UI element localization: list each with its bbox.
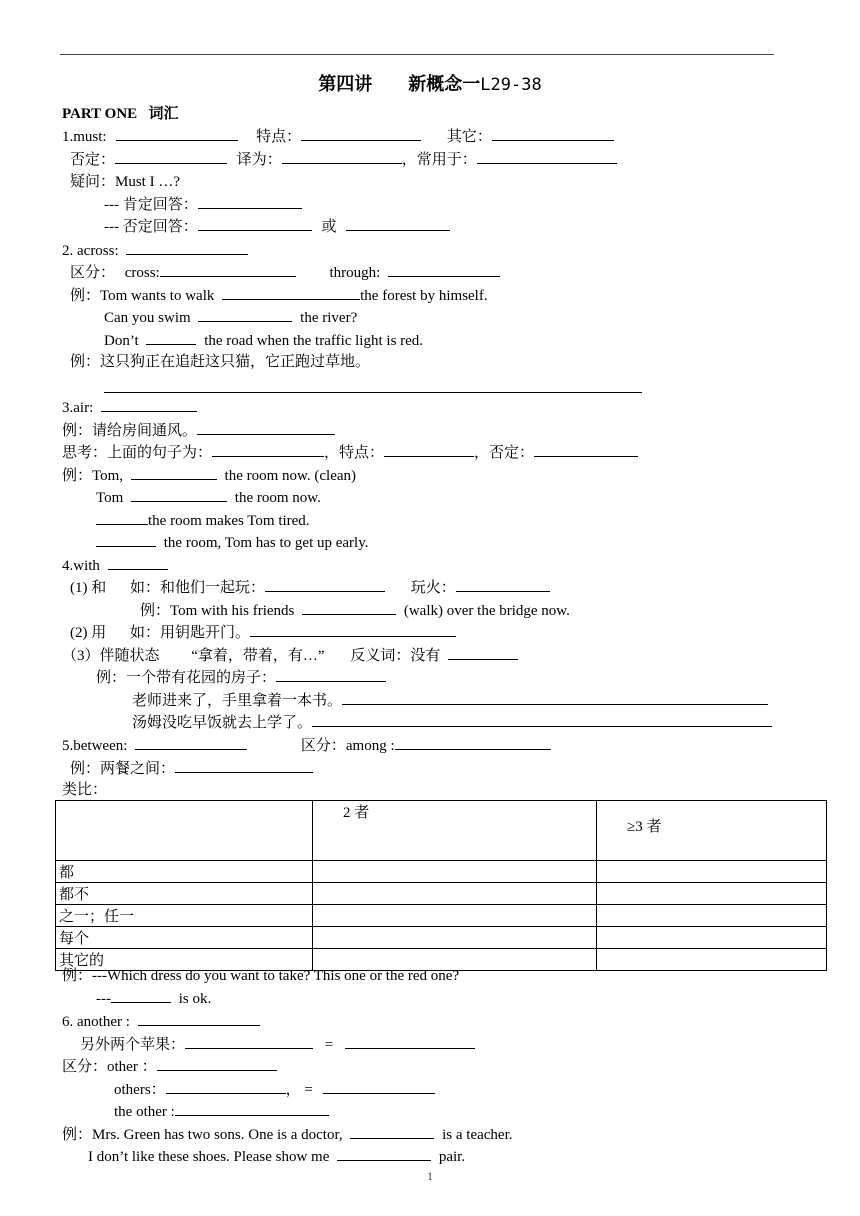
blank[interactable] [146, 330, 196, 345]
blank[interactable] [456, 577, 550, 592]
s1-used: ，常用于： [401, 152, 477, 168]
blank[interactable] [166, 1079, 286, 1094]
s4-m3ex1 [96, 667, 386, 688]
table-cell[interactable] [597, 883, 827, 905]
s5-ex-a2: is ok. [178, 991, 212, 1007]
s1-trans: 译为： [236, 152, 282, 168]
s2-label: 2. across: [62, 243, 119, 259]
blank[interactable] [477, 149, 617, 164]
blank[interactable] [395, 735, 551, 750]
blank[interactable] [131, 487, 227, 502]
table-row [56, 905, 827, 927]
blank[interactable] [96, 510, 148, 525]
blank[interactable] [138, 1011, 260, 1026]
blank[interactable] [111, 988, 171, 1003]
blank[interactable] [175, 758, 313, 773]
s5-diff: 区分：among : [300, 738, 395, 754]
s2-ex3b: the road when the traffic light is red. [204, 333, 424, 349]
s2-ex1b: the forest by himself. [360, 288, 488, 304]
table-cell[interactable] [313, 905, 597, 927]
blank[interactable] [301, 126, 421, 141]
s5-analogy: 类比： [62, 782, 108, 798]
s2-ex1 [70, 285, 488, 306]
s1-other: 其它： [446, 129, 492, 145]
blank[interactable] [384, 442, 474, 457]
s4-m3ex2 [132, 690, 768, 711]
s4-m2 [70, 622, 456, 643]
s6-eq: = [324, 1037, 334, 1053]
page-number: 1 [427, 1169, 433, 1183]
s2-ex2b: the river? [300, 310, 358, 326]
blank[interactable] [115, 149, 227, 164]
s6-ex1a: 例：Mrs. Green has two sons. One is a doctor, [62, 1127, 343, 1143]
s3-exd-text: the room, Tom has to get up early. [163, 535, 369, 551]
s2-ex1a: Tom wants to walk [100, 288, 215, 304]
s4-m3-label: （3）伴随状态 [62, 648, 160, 664]
blank[interactable] [96, 532, 156, 547]
s5-label: 5.between: [62, 738, 128, 754]
s2-through: through: [329, 265, 381, 281]
s6-others [114, 1079, 435, 1100]
s2-diff-label: 区分： [70, 265, 116, 281]
blank[interactable] [212, 442, 324, 457]
table-cell[interactable] [313, 883, 597, 905]
table-cell[interactable] [313, 861, 597, 883]
s3-exc-text: the room makes Tom tired. [148, 513, 310, 529]
blank[interactable] [282, 149, 402, 164]
s5-ex-q: 例：---Which dress do you want to take? This one or the red one? [62, 968, 460, 984]
s1-or: 或 [321, 219, 337, 235]
s1-yes-label: --- 肯定回答： [104, 197, 198, 213]
s4-m3-ex1-text: 例：一个带有花园的房子： [96, 670, 277, 686]
blank[interactable] [116, 126, 238, 141]
s1-feature: 特点： [256, 129, 302, 145]
blank[interactable] [388, 262, 500, 277]
s3-exb2: the room now. [234, 490, 321, 506]
blank[interactable] [323, 1079, 435, 1094]
blank[interactable] [302, 600, 396, 615]
table-row [56, 927, 827, 949]
s5-line1 [62, 735, 551, 756]
blank[interactable] [448, 645, 518, 660]
blank[interactable] [265, 577, 385, 592]
s1-yes [104, 194, 302, 215]
s3-neg: ，否定： [474, 445, 535, 461]
s3-exb [96, 487, 321, 508]
s2-ex2a: Can you swim [104, 310, 191, 326]
table-row-label: 都 [56, 861, 313, 883]
s4-m3ex3 [132, 712, 772, 733]
table-header-cell: ≥3 者 [597, 801, 827, 861]
s2-ex-label: 例： [70, 288, 101, 304]
s4-m1-ex2a: 例：Tom with his friends [140, 603, 295, 619]
s2-ex3 [104, 330, 423, 351]
comparison-table [55, 800, 827, 971]
table-row-label: 之一；任一 [56, 905, 313, 927]
s4-label: 4.with [62, 558, 100, 574]
table-header-cell [56, 801, 313, 861]
s3-exc [96, 510, 310, 531]
s6-apples-text: 另外两个苹果： [80, 1037, 186, 1053]
blank[interactable] [350, 1124, 434, 1139]
table-header-cell: 2 者 [313, 801, 597, 861]
table-header-row [56, 801, 827, 861]
s1-question: 疑问：Must I …? [70, 174, 180, 190]
s2-cross: cross: [124, 265, 160, 281]
answer-line[interactable] [104, 378, 642, 393]
blank[interactable] [346, 216, 450, 231]
s6-line1 [62, 1011, 260, 1032]
title-code: L29-38 [480, 75, 542, 95]
s1-no-label: --- 否定回答： [104, 219, 198, 235]
s2-diff [70, 262, 500, 283]
blank[interactable] [101, 397, 197, 412]
page-title [0, 70, 860, 96]
s4-m1-ex2b: (walk) over the bridge now. [403, 603, 570, 619]
s3-label: 3.air: [62, 400, 94, 416]
blank[interactable] [342, 690, 768, 705]
title-main: 第四讲 新概念一 [318, 74, 481, 94]
s6-apples [80, 1034, 475, 1055]
s1-line2 [70, 149, 617, 170]
s1-neg: 否定： [70, 152, 116, 168]
table-cell[interactable] [597, 905, 827, 927]
table-cell[interactable] [597, 927, 827, 949]
table-cell[interactable] [597, 949, 827, 971]
s4-m1 [70, 577, 550, 598]
s4-m1-ex: 如：和他们一起玩： [130, 580, 266, 596]
s3-exd [96, 532, 369, 553]
s6-others-label: others： [114, 1082, 166, 1098]
part-heading: PART ONE [62, 106, 138, 122]
s5-ex-a1: --- [96, 991, 111, 1007]
blank[interactable] [157, 1056, 277, 1071]
s6-diff [62, 1056, 277, 1077]
s3-think [62, 442, 638, 463]
s3-feature: ，特点： [324, 445, 385, 461]
s2-line1 [62, 240, 248, 261]
s6-label: 6. another : [62, 1014, 130, 1030]
s3-exa [62, 465, 356, 486]
s3-ex1-text: 例：请给房间通风。 [62, 423, 198, 439]
table-row-label: 其它的 [56, 949, 313, 971]
blank[interactable] [345, 1034, 475, 1049]
blank[interactable] [222, 285, 360, 300]
s6-ex2a: I don’t like these shoes. Please show me [88, 1149, 330, 1165]
blank[interactable] [198, 216, 312, 231]
s1-line1 [62, 126, 614, 147]
s5-ex-a [96, 988, 211, 1009]
blank[interactable] [250, 622, 456, 637]
blank[interactable] [126, 240, 248, 255]
blank[interactable] [312, 712, 772, 727]
blank[interactable] [276, 667, 386, 682]
blank[interactable] [185, 1034, 313, 1049]
s6-ex2b: pair. [438, 1149, 466, 1165]
table-cell[interactable] [313, 927, 597, 949]
s6-theother [114, 1101, 329, 1122]
s4-m3-ant: 反义词：没有 [350, 648, 441, 664]
part-one-heading [62, 104, 178, 124]
s5-ex-text: 例：两餐之间： [70, 761, 176, 777]
s2-ex2 [104, 307, 357, 328]
s5-ex [70, 758, 313, 779]
blank[interactable] [160, 262, 296, 277]
table-row [56, 883, 827, 905]
s3-exa1: 例：Tom, [62, 468, 124, 484]
s4-line1 [62, 555, 168, 576]
s4-m3 [62, 645, 518, 666]
s3-ex1 [62, 420, 335, 441]
table-row-label: 都不 [56, 883, 313, 905]
part-sub: 词汇 [148, 106, 179, 122]
blank[interactable] [197, 420, 335, 435]
blank[interactable] [534, 442, 638, 457]
s4-m2-ex: 如：用钥匙开门。 [130, 625, 251, 641]
table-row [56, 861, 827, 883]
s1-label: 1.must: [62, 129, 107, 145]
s4-m1-fire: 玩火： [410, 580, 456, 596]
s6-comma-eq: ， = [285, 1082, 313, 1098]
table-cell[interactable] [597, 861, 827, 883]
s6-ex1 [62, 1124, 513, 1145]
blank[interactable] [198, 307, 292, 322]
s3-think-label: 思考：上面的句子为： [62, 445, 213, 461]
blank[interactable] [337, 1146, 431, 1161]
blank[interactable] [108, 555, 168, 570]
s3-line1 [62, 397, 197, 418]
s4-m3-ex3-text: 汤姆没吃早饭就去上学了。 [132, 715, 313, 731]
table-row-label: 每个 [56, 927, 313, 949]
s6-ex2 [88, 1146, 465, 1167]
s6-ex1b: is a teacher. [442, 1127, 513, 1143]
s2-ex3a: Don’t [104, 333, 139, 349]
s3-exb1: Tom [96, 490, 124, 506]
blank[interactable] [131, 465, 217, 480]
s4-m1-label: (1) 和 [70, 580, 107, 596]
header-rule [60, 54, 774, 55]
blank[interactable] [135, 735, 247, 750]
s4-m2-label: (2) 用 [70, 625, 107, 641]
s4-m3-ex2-text: 老师进来了，手里拿着一本书。 [132, 693, 343, 709]
s4-m1ex2 [140, 600, 570, 621]
s2-ex4: 例：这只狗正在追赶这只猫，它正跑过草地。 [70, 354, 371, 370]
s4-m3-quote: “拿着，带着，有…” [191, 648, 325, 664]
s6-diff-label: 区分：other ： [62, 1059, 157, 1075]
s1-no [104, 216, 450, 237]
blank[interactable] [492, 126, 614, 141]
blank[interactable] [175, 1101, 329, 1116]
s6-theother-label: the other : [114, 1104, 175, 1120]
blank[interactable] [198, 194, 302, 209]
s3-exa2: the room now. (clean) [224, 468, 357, 484]
